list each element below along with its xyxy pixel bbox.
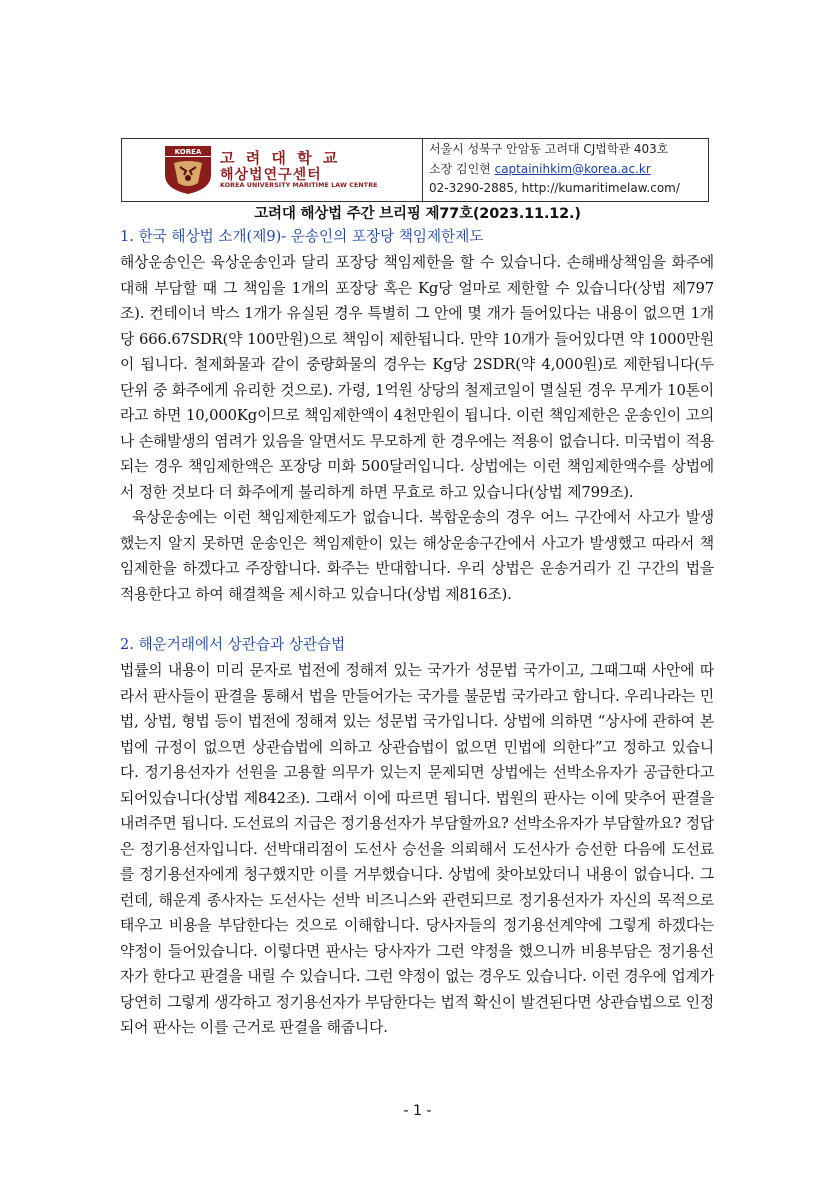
emblem-text: KOREA (174, 148, 202, 156)
org-name-line1: 고 려 대 학 교 (220, 149, 341, 167)
header-box (121, 138, 709, 202)
university-emblem-icon (164, 145, 212, 195)
section-1-paragraph-1: 해상운송인은 육상운송인과 달리 포장당 책임제한을 할 수 있습니다. 손해배상책임을 화주에 대해 부담할 때 그 책임을 1개의 포장당 혹은 Kg당 얼마로 제한할 수 있습니다(상법 제797조). 컨테이너 박스 1개가 유실된 경우 특별히 그 안에 몇 개가 들어있다는 내용이 없으면 1개당 666.67SDR(약 100만원)으로 책임이 제한됩니다. 만약 10개가 들어있다면 약 1000만원이 됩니다. 철제화물과 같이 중량화물의 경우는 Kg당 2SDR(약 4,000원)로 제한됩니다(두 단위 중 화주에게 유리한 것으로). 가령, 1억원 상당의 철제코일이 멸실된 경우 무게가 10톤이라고 하면 10,000Kg이므로 책임제한액이 4천만원이 됩니다. 이런 책임제한은 운송인이 고의나 손해발생의 염려가 있음을 알면서도 무모하게 한 경우에는 적용이 없습니다. 미국법이 적용되는 경우 책임제한액은 포장당 미화 500달러입니다. 상법에는 이런 책임제한액수를 상법에서 정한 것보다 더 화주에게 불리하게 하면 무효로 하고 있습니다(상법 제799조). (120, 254, 714, 501)
address: 서울시 성북구 안암동 고려대 CJ법학관 403호 (429, 142, 669, 156)
org-name-line2: 해상법연구센터 (220, 167, 322, 183)
section-1-heading: 1. 한국 해상법 소개(제9)- 운송인의 포장당 책임제한제도 (120, 228, 484, 245)
section-spacer (120, 607, 714, 632)
director-line (429, 160, 708, 180)
section-2-heading: 2. 해운거래에서 상관습과 상관습법 (120, 636, 346, 653)
email-link[interactable]: captainihkim@korea.ac.kr (494, 161, 651, 176)
director-label: 소장 김인현 (429, 161, 495, 176)
section-2-paragraph-1: 법률의 내용이 미리 문자로 법전에 정해져 있는 국가가 성문법 국가이고, 그때그때 사안에 따라서 판사들이 판결을 통해서 법을 만들어가는 국가를 불문법 국가라고 합니다. 우리나라는 민법, 상법, 형법 등이 법전에 정해져 있는 성문법 국가입니다. 상법에 의하면 “상사에 관하여 본법에 규정이 없으면 상관습법에 의하고 상관습법이 없으면 민법에 의한다”고 정하고 있습니다. 정기용선자가 선원을 고용할 의무가 있는지 문제되면 상법에는 선박소유자가 공급한다고 되어있습니다(상법 제842조). 그래서 이에 따르면 됩니다. 법원의 판사는 이에 맞추어 판결을 내려주면 됩니다. 도선료의 지급은 정기용선자가 부담할까요? 선박소유자가 부담할까요? 정답은 정기용선자입니다. 선박대리점이 도선사 승선을 의뢰해서 도선사가 승선한 다음에 도선료를 정기용선자에게 청구했지만 이를 거부했습니다. 상법에 찾아보았더니 내용이 없습니다. 그런데, 해운계 종사자는 도선사는 선박 비즈니스와 관련되므로 정기용선자가 자신의 목적으로 태우고 비용을 부담한다는 것으로 이해합니다. 당사자들의 정기용선계약에 그렇게 하겠다는 약정이 들어있습니다. 이렇다면 판사는 당사자가 그런 약정을 했으니까 비용부담은 정기용선자가 한다고 판결을 내릴 수 있습니다. 그런 약정이 없는 경우도 있습니다. 이런 경우에 업계가 당연히 그렇게 생각하고 정기용선자가 부담한다는 법적 확신이 발견된다면 상관습법으로 인정되어 판사는 이를 근거로 판결을 해줍니다. (120, 662, 715, 1036)
page-number: - 1 - (403, 1103, 432, 1119)
briefing-title: 고려대 해상법 주간 브리핑 제77호(2023.11.12.) (254, 206, 581, 222)
org-name-english: KOREA UNIVERSITY MARITIME LAW CENTRE (220, 182, 378, 189)
document-body (120, 224, 714, 1041)
contact-info (423, 139, 708, 201)
phone-web: 02-3290-2885, http://kumaritimelaw.com/ (429, 181, 680, 195)
logo (122, 139, 423, 201)
section-1-paragraph-2: 육상운송에는 이런 책임제한제도가 없습니다. 복합운송의 경우 어느 구간에서 사고가 발생했는지 알지 못하면 운송인은 책임제한이 있는 해상운송구간에서 사고가 발생했고 따라서 책임제한을 하겠다고 주장합니다. 화주는 반대합니다. 우리 상법은 운송거리가 긴 구간의 법을 적용한다고 하여 해결책을 제시하고 있습니다(상법 제816조). (120, 509, 714, 603)
